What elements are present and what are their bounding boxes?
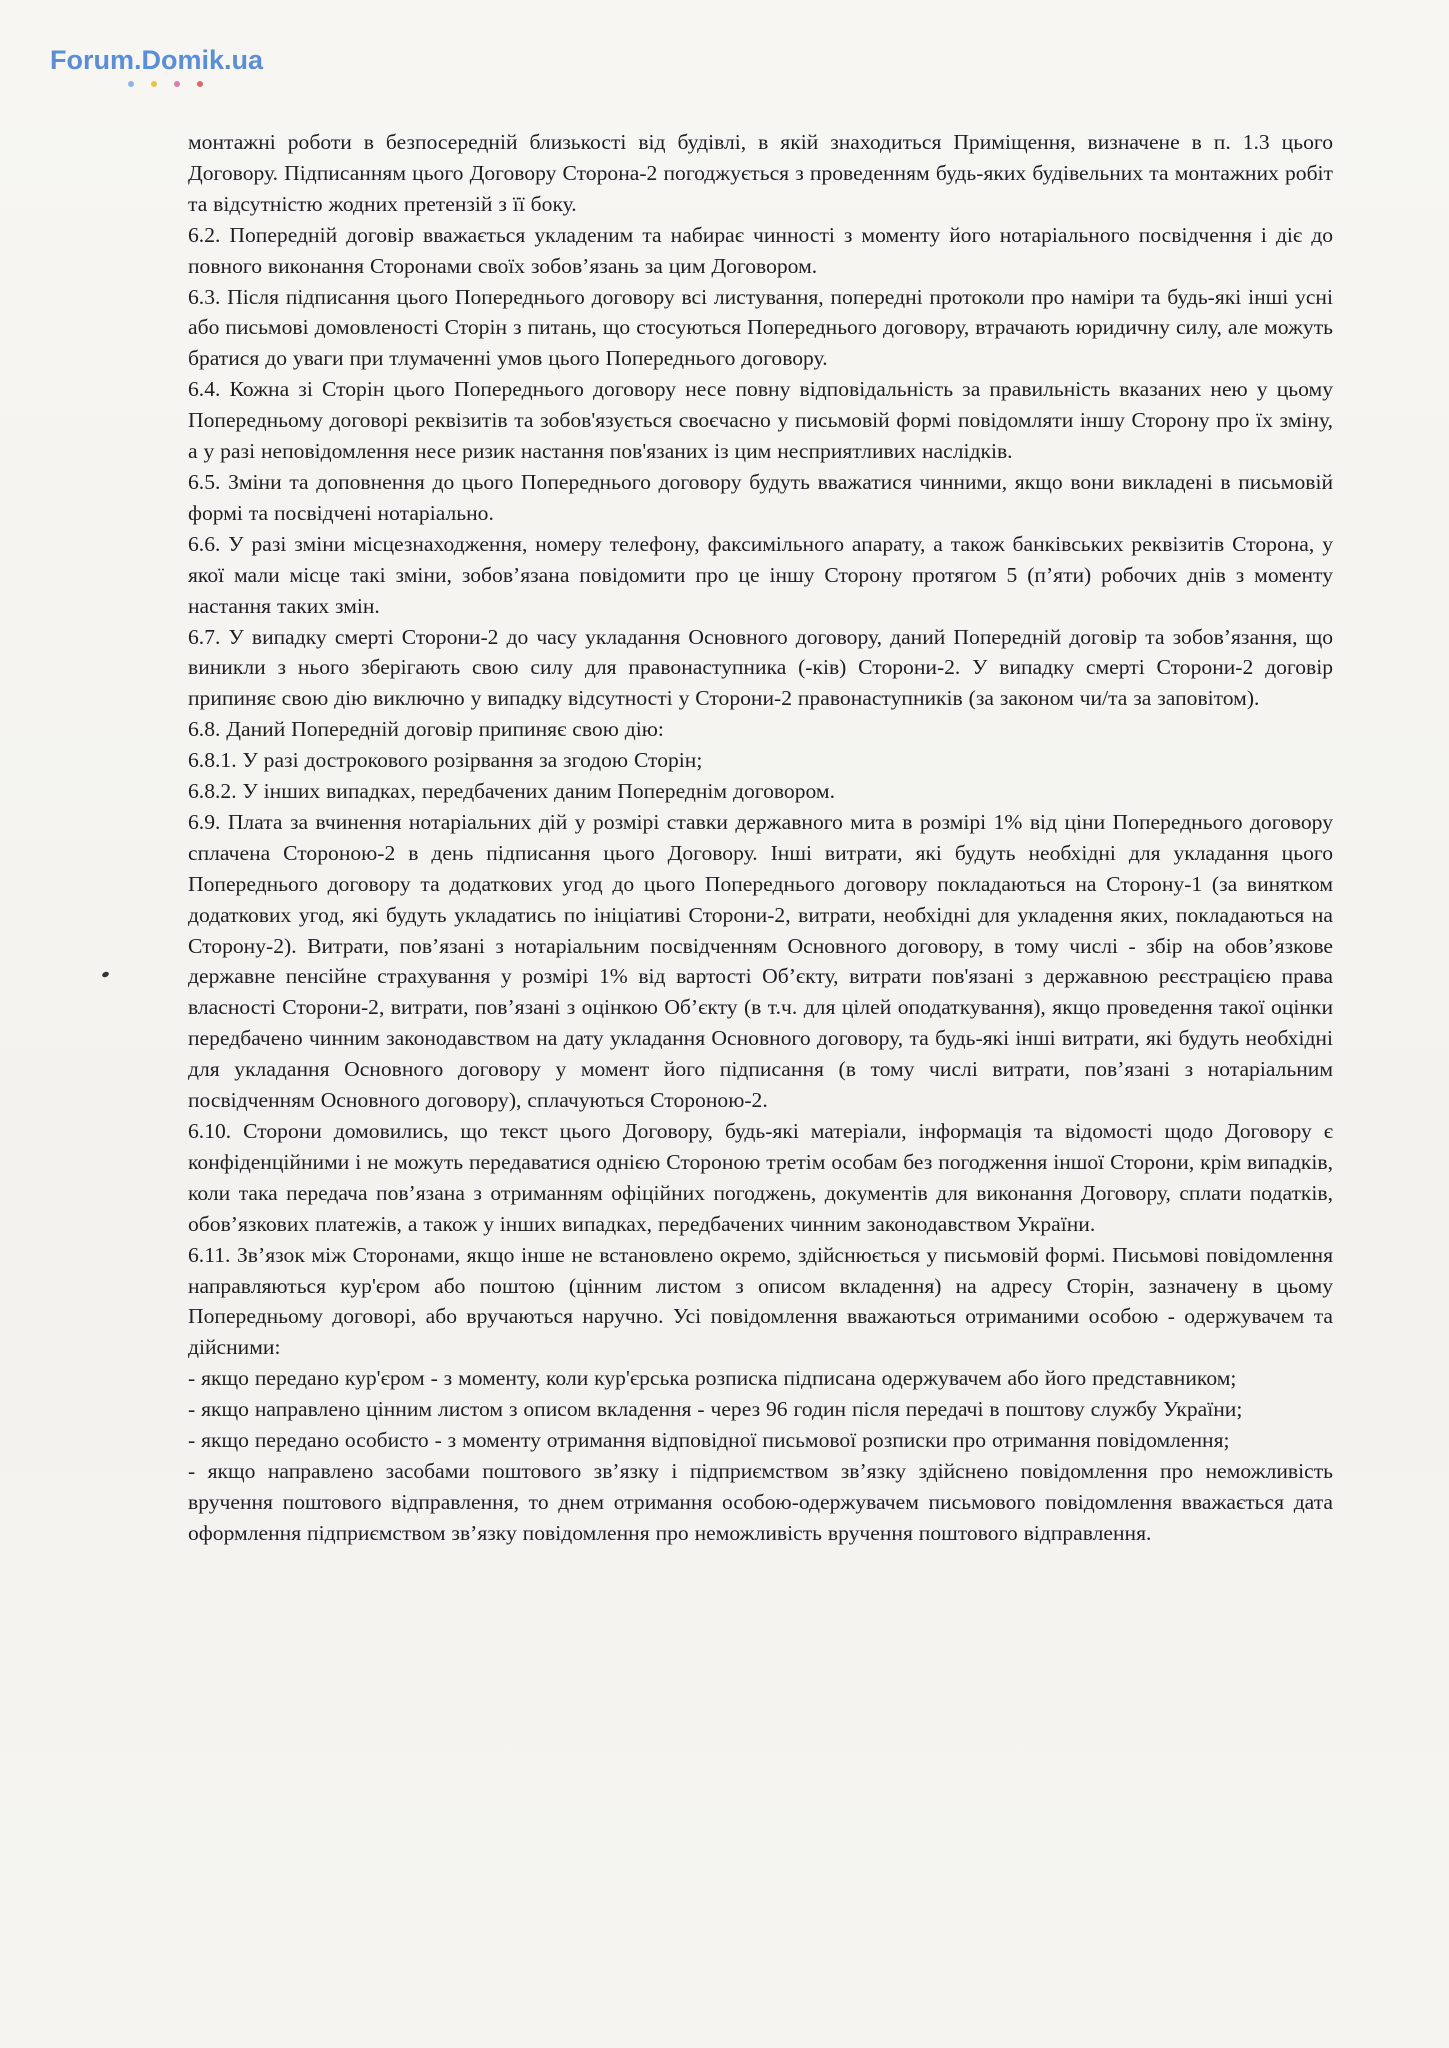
- watermark-dot: [128, 81, 134, 87]
- watermark-text: Forum.Domik.ua: [50, 45, 264, 75]
- paragraph-6-9: 6.9. Плата за вчинення нотаріальних дій у розмірі ставки державного мита в розмірі 1% від ціни Попереднього договору сплачена Стороною-2 в день підписання цього Договору. Інші витрати, які будуть необхідні для укладання цього Попереднього договору та додаткових угод до цього Попереднього договору покладаються на Сторону-1 (за винятком додаткових угод, які будуть укладатись по ініціативі Сторони-2, витрати, необхідні для укладення яких, покладаються на Сторону-2). Витрати, пов’язані з нотаріальним посвідченням Основного договору, в тому числі - збір на обов’язкове державне пенсійне страхування у розмірі 1% від вартості Об’єкту, витрати пов'язані з державною реєстрацією права власності Сторони-2, витрати, пов’язані з оцінкою Об’єкту (в т.ч. для цілей оподаткування), якщо проведення такої оцінки передбачено чинним законодавством на дату укладання Основного договору, та будь-які інші витрати, які будуть необхідні для укладання Основного договору у момент його підписання (в тому числі витрати, пов’язані з нотаріальним посвідченням Основного договору), сплачуються Стороною-2.: [188, 809, 1333, 1113]
- list-item-postal-failure: - якщо направлено засобами поштового зв’язку і підприємством зв’язку здійснено повідомлення про неможливість вручення поштового відправлення, то днем отримання особою-одержувачем письмового повідомлення вважається дата оформлення підприємством зв’язку повідомлення про неможливість вручення поштового відправлення.: [188, 1458, 1333, 1545]
- forum-watermark-logo: [50, 44, 290, 96]
- paragraph-6-11: 6.11. Зв’язок між Сторонами, якщо інше не встановлено окремо, здійснюється у письмовій формі. Письмові повідомлення направляються кур'єром або поштою (цінним листом з описом вкладення) на адресу Сторін, зазначену в цьому Попередньому договорі, або вручаються наручно. Усі повідомлення вважаються отриманими особою - одержувачем та дійсними:: [188, 1242, 1333, 1360]
- paragraph-6-3: 6.3. Після підписання цього Попереднього договору всі листування, попередні протоколи про наміри та будь-які інші усні або письмові домовленості Сторін з питань, що стосуються Попереднього договору, втрачають юридичну силу, але можуть братися до уваги при тлумаченні умов цього Попереднього договору.: [188, 284, 1333, 371]
- contract-text-body: [188, 127, 1333, 1549]
- paragraph-6-10: 6.10. Сторони домовились, що текст цього Договору, будь-які матеріали, інформація та відомості щодо Договору є конфіденційними і не можуть передаватися однією Стороною третім особам без погодження іншої Сторони, крім випадків, коли така передача пов’язана з отриманням офіційних погоджень, документів для виконання Договору, сплати податків, обов’язкових платежів, а також у інших випадках, передбачених чинним законодавством України.: [188, 1119, 1333, 1236]
- list-item-valuable-letter: - якщо направлено цінним листом з описом вкладення - через 96 годин після передачі в поштову службу України;: [188, 1397, 1243, 1422]
- paragraph-6-8: 6.8. Даний Попередній договір припиняє свою дію:: [188, 717, 664, 742]
- paragraph-6-8-1: 6.8.1. У разі дострокового розірвання за згодою Сторін;: [188, 748, 703, 773]
- paragraph-6-2: 6.2. Попередній договір вважається укладеним та набирає чинності з моменту його нотаріального посвідчення і діє до повного виконання Сторонами своїх зобов’язань за цим Договором.: [188, 222, 1333, 278]
- watermark-dot: [197, 81, 203, 87]
- scan-speck: [101, 971, 109, 978]
- paragraph-6-8-2: 6.8.2. У інших випадках, передбачених даним Попереднім договором.: [188, 779, 835, 804]
- watermark-dot: [174, 81, 180, 87]
- paragraph-6-6: 6.6. У разі зміни місцезнаходження, номеру телефону, факсимільного апарату, а також банківських реквізитів Сторона, у якої мали місце такі зміни, зобов’язана повідомити про це іншу Сторону протягом 5 (п’яти) робочих днів з моменту настання таких змін.: [188, 531, 1333, 618]
- paragraph-6-4: 6.4. Кожна зі Сторін цього Попереднього договору несе повну відповідальність за правильність вказаних нею у цьому Попередньому договорі реквізитів та зобов'язується своєчасно у письмовій формі повідомляти іншу Сторону про їх зміну, а у разі неповідомлення несе ризик настання пов'язаних із цим несприятливих наслідків.: [188, 377, 1333, 464]
- paragraph-continuation: монтажні роботи в безпосередній близькості від будівлі, в якій знаходиться Приміщення, визначене в п. 1.3 цього Договору. Підписанням цього Договору Сторона-2 погоджується з проведенням будь-яких будівельних та монтажних робіт та відсутністю жодних претензій з її боку.: [188, 130, 1333, 216]
- watermark-dot: [151, 81, 157, 87]
- watermark-dots: [128, 81, 290, 87]
- paragraph-6-5: 6.5. Зміни та доповнення до цього Попереднього договору будуть вважатися чинними, якщо вони викладені в письмовій формі та посвідчені нотаріально.: [188, 469, 1333, 525]
- paragraph-6-7: 6.7. У випадку смерті Сторони-2 до часу укладання Основного договору, даний Попередній договір та зобов’язання, що виникли з нього зберігають свою силу для правонаступника (-ків) Сторони-2. У випадку смерті Сторони-2 договір припиняє свою дію виключно у випадку відсутності у Сторони-2 правонаступників (за законом чи/та за заповітом).: [188, 624, 1333, 711]
- list-item-courier: - якщо передано кур'єром - з моменту, коли кур'єрська розписка підписана одержувачем або його представником;: [188, 1366, 1237, 1391]
- list-item-personal-delivery: - якщо передано особисто - з моменту отримання відповідної письмової розписки про отримання повідомлення;: [188, 1428, 1230, 1453]
